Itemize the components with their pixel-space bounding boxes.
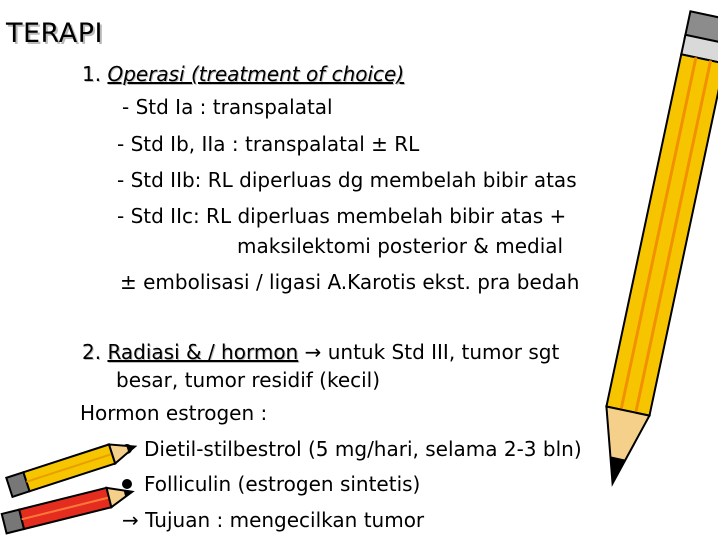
hormone-label: Hormon estrogen : — [80, 401, 268, 425]
slide-title: TERAPI — [6, 18, 103, 49]
hormone-item — [122, 437, 582, 461]
section-2-text: untuk Std III, tumor sgt — [327, 340, 560, 364]
arrow-right-icon: → — [122, 508, 139, 532]
section-2-heading-text: Radiasi & / hormon — [107, 340, 299, 364]
hormone-item — [122, 472, 420, 496]
hormone-goal-text: Tujuan : mengecilkan tumor — [145, 508, 425, 532]
section-1-item: maksilektomi posterior & medial — [237, 234, 564, 258]
section-1-heading-text: Operasi (treatment of choice) — [107, 62, 405, 86]
section-2-continuation: besar, tumor residif (kecil) — [116, 368, 381, 392]
section-2-heading — [82, 340, 559, 364]
section-1-item: - Std IIb: RL diperluas dg membelah bibir atas — [117, 168, 577, 192]
hormone-goal — [122, 508, 424, 532]
pencils-icon — [0, 426, 150, 540]
section-1-number: 1. — [82, 62, 102, 86]
section-1-item: - Std Ib, IIa : transpalatal ± RL — [117, 132, 420, 156]
hormone-item-text: Folliculin (estrogen sintetis) — [144, 472, 421, 496]
section-2-number: 2. — [82, 340, 102, 364]
arrow-right-icon: → — [304, 340, 322, 364]
section-1-item: - Std IIc: RL diperluas membelah bibir atas + — [117, 204, 567, 228]
section-1-item: ± embolisasi / ligasi A.Karotis ekst. pra bedah — [120, 270, 580, 294]
pencil-icon — [598, 0, 718, 520]
hormone-item-text: Dietil-stilbestrol (5 mg/hari, selama 2-3 bln) — [144, 437, 582, 461]
section-1-item: - Std Ia : transpalatal — [122, 95, 333, 119]
section-1-heading — [82, 62, 404, 86]
